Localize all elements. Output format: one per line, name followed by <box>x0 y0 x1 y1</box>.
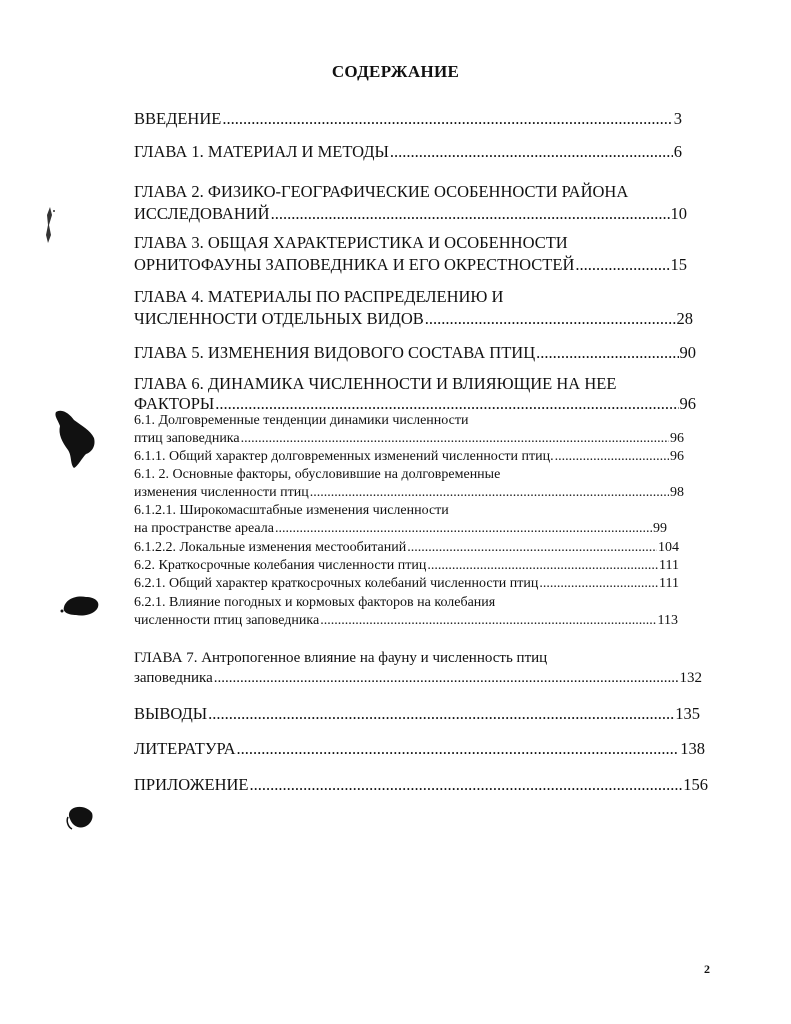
toc-entry-literature <box>134 738 705 760</box>
toc-entry-6-2-1-b <box>134 594 678 630</box>
toc-entry-chapter-4 <box>134 286 693 330</box>
leader-dots <box>407 539 657 557</box>
toc-line <box>134 448 684 466</box>
toc-entry-chapter-1 <box>134 141 682 163</box>
leader-dots <box>237 738 680 760</box>
toc-entry-conclusions <box>134 703 700 725</box>
toc-page-number: 96 <box>679 394 696 413</box>
toc-line <box>134 484 684 502</box>
ink-blot-medium <box>60 593 102 619</box>
toc-line <box>134 539 679 557</box>
toc-entry-text: ОРНИТОФАУНЫ ЗАПОВЕДНИКА И ЕГО ОКРЕСТНОСТЕЙ <box>134 255 575 274</box>
toc-entry-6-2-1 <box>134 575 679 593</box>
toc-line: ГЛАВА 3. ОБЩАЯ ХАРАКТЕРИСТИКА И ОСОБЕННОСТИ <box>134 233 568 252</box>
toc-entry-text: птиц заповедника <box>134 431 240 446</box>
toc-page-number: 104 <box>658 540 679 555</box>
toc-line <box>134 774 708 796</box>
toc-entry-text: 6.2. Краткосрочные колебания численности птиц <box>134 558 427 573</box>
toc-entry-6-1-2-1 <box>134 502 667 538</box>
toc-entry-text: на пространстве ареала <box>134 521 274 536</box>
leader-dots <box>271 203 670 225</box>
toc-page-number: 10 <box>670 204 687 223</box>
toc-entry-chapter-3 <box>134 232 687 276</box>
toc-line <box>134 703 700 725</box>
toc-line <box>134 430 684 448</box>
leader-dots <box>215 394 678 414</box>
toc-line <box>134 612 678 630</box>
page-number: 2 <box>704 962 710 976</box>
toc-line <box>134 557 679 575</box>
toc-entry-chapter-6 <box>134 374 696 414</box>
leader-dots <box>208 703 674 725</box>
toc-page-number: 98 <box>670 485 684 500</box>
leader-dots <box>222 108 672 130</box>
leader-dots <box>249 774 682 796</box>
toc-entry-text: ВЫВОДЫ <box>134 704 208 723</box>
toc-line: ГЛАВА 4. МАТЕРИАЛЫ ПО РАСПРЕДЕЛЕНИЮ И <box>134 287 504 306</box>
toc-page-number: 90 <box>679 343 696 362</box>
toc-line: 6.1. Долговременные тенденции динамики численности <box>134 413 469 428</box>
toc-line <box>134 668 702 688</box>
toc-entry-text: численности птиц заповедника <box>134 613 320 628</box>
toc-line <box>134 738 705 760</box>
leader-dots <box>310 484 669 502</box>
toc-line: 6.1.2.1. Широкомасштабные изменения численности <box>134 503 449 518</box>
leader-dots <box>575 254 669 276</box>
toc-entry-6-1-2 <box>134 466 684 502</box>
toc-entry-chapter-5 <box>134 342 696 364</box>
toc-line <box>134 394 696 414</box>
toc-line <box>134 141 682 163</box>
document-title: СОДЕРЖАНИЕ <box>331 62 460 81</box>
toc-entry-text: 6.2.1. Общий характер краткосрочных колебаний численности птиц <box>134 576 539 591</box>
toc-entry-text: ИССЛЕДОВАНИЙ <box>134 204 270 223</box>
leader-dots <box>214 668 679 688</box>
toc-entry-text: 6.1.1. Общий характер долговременных изменений численности птиц. <box>134 449 554 464</box>
toc-page-number: 99 <box>653 521 667 536</box>
leader-dots <box>536 342 678 364</box>
toc-entry-text: ФАКТОРЫ <box>134 394 215 413</box>
toc-page-number: 138 <box>680 739 705 758</box>
toc-page-number: 3 <box>673 109 682 128</box>
ink-mark-small <box>40 205 60 245</box>
toc-line: 6.2.1. Влияние погодных и кормовых факторов на колебания <box>134 595 496 610</box>
toc-entry-text: ПРИЛОЖЕНИЕ <box>134 775 249 794</box>
leader-dots <box>427 557 658 575</box>
toc-page-number: 96 <box>670 449 684 464</box>
toc-entry-appendix <box>134 774 708 796</box>
toc-line <box>134 342 696 364</box>
ink-blot-small <box>66 805 96 831</box>
toc-line <box>134 308 693 330</box>
leader-dots <box>241 430 669 448</box>
leader-dots <box>320 612 656 630</box>
toc-entry-chapter-2 <box>134 181 687 225</box>
toc-line: ГЛАВА 6. ДИНАМИКА ЧИСЛЕННОСТИ И ВЛИЯЮЩИЕ НА НЕЕ <box>134 374 617 393</box>
toc-line: ГЛАВА 2. ФИЗИКО-ГЕОГРАФИЧЕСКИЕ ОСОБЕННОСТИ РАЙОНА <box>134 182 629 201</box>
toc-line <box>134 575 679 593</box>
toc-entry-text: 6.1.2.2. Локальные изменения местообитаний <box>134 540 407 555</box>
ink-blot-large <box>52 408 98 470</box>
toc-page-number: 6 <box>673 142 682 161</box>
toc-entry-chapter-7 <box>134 648 702 688</box>
toc-line <box>134 254 687 276</box>
leader-dots <box>539 575 658 593</box>
toc-entry-6-2 <box>134 557 679 575</box>
toc-entry-text: ЛИТЕРАТУРА <box>134 739 236 758</box>
toc-line <box>134 520 667 538</box>
leader-dots <box>275 520 652 538</box>
toc-entry-text: ГЛАВА 1. МАТЕРИАЛ И МЕТОДЫ <box>134 142 389 161</box>
toc-line <box>134 108 682 130</box>
toc-entry-text: ГЛАВА 5. ИЗМЕНЕНИЯ ВИДОВОГО СОСТАВА ПТИЦ <box>134 343 536 362</box>
toc-entry-6-1 <box>134 412 684 448</box>
toc-page-number: 96 <box>670 431 684 446</box>
toc-entry-6-1-1 <box>134 448 684 466</box>
toc-page-number: 15 <box>670 255 687 274</box>
toc-page-number: 113 <box>657 613 678 628</box>
toc-entry-text: заповедника <box>134 670 213 686</box>
toc-line: ГЛАВА 7. Антропогенное влияние на фауну и численность птиц <box>134 650 548 666</box>
toc-page-number: 28 <box>676 309 693 328</box>
toc-entry-text: ВВЕДЕНИЕ <box>134 109 222 128</box>
toc-page-number: 132 <box>679 670 702 686</box>
toc-entry-introduction <box>134 108 682 130</box>
toc-page-number: 156 <box>683 775 708 794</box>
leader-dots <box>425 308 676 330</box>
toc-entry-text: ЧИСЛЕННОСТИ ОТДЕЛЬНЫХ ВИДОВ <box>134 309 424 328</box>
leader-dots <box>555 448 669 466</box>
leader-dots <box>390 141 673 163</box>
toc-entry-6-1-2-2 <box>134 539 679 557</box>
toc-page-number: 135 <box>675 704 700 723</box>
toc-entry-text: изменения численности птиц <box>134 485 309 500</box>
toc-page-number: 111 <box>659 576 679 591</box>
toc-line <box>134 203 687 225</box>
toc-page-number: 111 <box>659 558 679 573</box>
toc-line: 6.1. 2. Основные факторы, обусловившие на долговременные <box>134 467 501 482</box>
